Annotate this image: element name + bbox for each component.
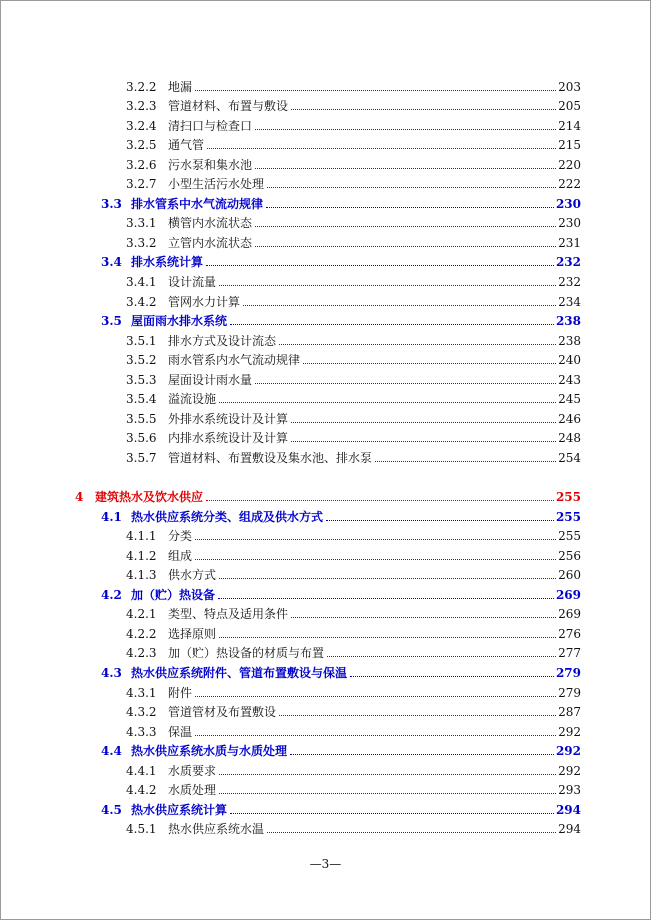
toc-entry-page: 238 [558,333,581,348]
toc-entry-page: 238 [555,314,581,329]
toc-entry-page: 248 [558,431,581,446]
toc-entry-number: 3.2.2 [126,79,157,94]
toc-entry-subsection[interactable] [73,328,581,348]
toc-entry-section[interactable] [73,191,581,211]
toc-entry-subsection[interactable] [73,133,581,153]
dot-leader [327,656,556,657]
dot-leader [195,539,556,540]
toc-entry-page: 294 [558,822,581,837]
toc-entry-page: 292 [558,763,581,778]
toc-entry-subsection[interactable] [73,680,581,700]
toc-entry-page: 277 [558,646,581,661]
toc-entry-number: 4.1.1 [126,529,157,544]
toc-entry-title: 清扫口与检查口 [168,118,253,133]
toc-entry-title: 热水供应系统水温 [168,822,265,837]
toc-entry-page: 240 [558,353,581,368]
toc-entry-page: 246 [558,411,581,426]
toc-entry-number: 4.4.1 [126,763,157,778]
toc-entry-page: 222 [558,177,581,192]
toc-entry-page: 255 [558,529,581,544]
toc-entry-page: 205 [558,99,581,114]
toc-entry-number: 3.2.7 [126,177,157,192]
toc-entry-number: 3.2.3 [126,99,157,114]
dot-leader [219,793,556,794]
dot-leader [255,168,556,169]
toc-entry-title: 小型生活污水处理 [168,177,265,192]
toc-entry-number: 3.5.5 [126,411,157,426]
toc-entry-subsection[interactable] [73,602,581,622]
toc-entry-subsection[interactable] [73,700,581,720]
toc-entry-title: 热水供应系统水质与水质处理 [131,744,288,759]
toc-entry-page: 256 [558,548,581,563]
dot-leader [243,305,556,306]
toc-entry-page: 255 [555,490,581,505]
toc-entry-page: 234 [558,294,581,309]
toc-entry-number: 3.5.7 [126,450,157,465]
toc-entry-title: 排水系统计算 [131,255,204,270]
table-of-contents [73,74,581,836]
toc-entry-page: 292 [555,744,581,759]
toc-entry-number: 3.2.6 [126,157,157,172]
toc-entry-number: 3.5.2 [126,353,157,368]
toc-entry-number: 3.3.1 [126,216,157,231]
toc-entry-number: 4.2 [101,587,122,602]
toc-entry-page: 276 [558,626,581,641]
toc-entry-page: 254 [558,450,581,465]
dot-leader [206,500,554,501]
toc-entry-title: 热水供应系统附件、管道布置敷设与保温 [131,665,348,680]
toc-entry-number: 3.5 [101,314,122,329]
toc-entry-title: 水质处理 [168,783,217,798]
toc-entry-section[interactable] [73,660,581,680]
toc-entry-page: 255 [555,509,581,524]
toc-entry-subsection[interactable] [73,641,581,661]
toc-entry-subsection[interactable] [73,387,581,407]
dot-leader [326,520,554,521]
dot-leader [290,754,554,755]
toc-entry-number: 4.1.2 [126,548,157,563]
dot-leader [230,813,554,814]
toc-entry-title: 管道材料、布置与敷设 [168,99,289,114]
toc-entry-title: 管道材料、布置敷设及集水池、排水泵 [168,450,373,465]
dot-leader [267,832,556,833]
toc-entry-title: 溢流设施 [168,392,217,407]
toc-entry-title: 建筑热水及饮水供应 [95,490,204,505]
toc-entry-number: 4.3.1 [126,685,157,700]
toc-entry-number: 4.4.2 [126,783,157,798]
toc-entry-page: 279 [558,685,581,700]
toc-entry-section[interactable] [73,582,581,602]
toc-entry-subsection[interactable] [73,367,581,387]
toc-entry-page: 231 [558,235,581,250]
dot-leader [255,129,556,130]
dot-leader [195,559,556,560]
toc-entry-number: 4.4 [101,744,122,759]
toc-entry-page: 292 [558,724,581,739]
toc-entry-section[interactable] [73,250,581,270]
dot-leader [291,422,556,423]
toc-entry-number: 4.3.3 [126,724,157,739]
toc-entry-title: 组成 [168,548,193,563]
toc-entry-title: 热水供应系统分类、组成及供水方式 [131,509,324,524]
dot-leader [255,383,556,384]
toc-entry-title: 雨水管系内水气流动规律 [168,353,301,368]
toc-entry-title: 外排水系统设计及计算 [168,411,289,426]
dot-leader [219,402,556,403]
toc-entry-page: 220 [558,157,581,172]
toc-entry-subsection[interactable] [73,172,581,192]
toc-entry-title: 保温 [168,724,193,739]
dot-leader [267,187,556,188]
toc-entry-page: 287 [558,705,581,720]
toc-entry-section[interactable] [73,309,581,329]
dot-leader [230,324,554,325]
toc-block-chapter-4 [73,484,581,836]
toc-entry-subsection[interactable] [73,817,581,837]
toc-entry-subsection[interactable] [73,758,581,778]
toc-entry-number: 3.5.1 [126,333,157,348]
dot-leader [291,109,556,110]
toc-entry-subsection[interactable] [73,230,581,250]
toc-entry-section[interactable] [73,739,581,759]
toc-entry-title: 立管内水流状态 [168,235,253,250]
toc-entry-subsection[interactable] [73,348,581,368]
dot-leader [255,226,556,227]
dot-leader [255,246,556,247]
toc-entry-title: 排水管系中水气流动规律 [131,196,264,211]
toc-entry-number: 4.1 [101,509,122,524]
toc-entry-title: 热水供应系统计算 [131,802,228,817]
toc-entry-number: 4.5.1 [126,822,157,837]
toc-entry-page: 279 [555,665,581,680]
toc-entry-page: 215 [558,138,581,153]
toc-entry-title: 管网水力计算 [168,294,241,309]
dot-leader [303,363,556,364]
dot-leader [195,735,556,736]
toc-entry-section[interactable] [73,797,581,817]
toc-entry-page: 269 [558,607,581,622]
dot-leader [219,774,556,775]
toc-entry-number: 3.5.3 [126,372,157,387]
toc-entry-title: 分类 [168,529,193,544]
toc-entry-page: 230 [555,196,581,211]
toc-entry-subsection[interactable] [73,406,581,426]
toc-entry-page: 243 [558,372,581,387]
toc-entry-subsection[interactable] [73,524,581,544]
toc-entry-page: 245 [558,392,581,407]
toc-entry-number: 4.2.3 [126,646,157,661]
toc-entry-number: 4.3 [101,665,122,680]
toc-entry-number: 4.1.3 [126,568,157,583]
dot-leader [266,207,554,208]
toc-entry-title: 排水方式及设计流态 [168,333,277,348]
dot-leader [279,344,556,345]
toc-entry-title: 屋面设计雨水量 [168,372,253,387]
toc-entry-page: 232 [555,255,581,270]
toc-entry-number: 4 [75,490,84,505]
toc-entry-subsection[interactable] [73,211,581,231]
toc-entry-subsection[interactable] [73,269,581,289]
toc-entry-number: 4.2.1 [126,607,157,622]
toc-entry-subsection[interactable] [73,563,581,583]
toc-entry-page: 214 [558,118,581,133]
toc-entry-number: 3.5.6 [126,431,157,446]
toc-entry-number: 3.4.1 [126,275,157,290]
toc-entry-title: 屋面雨水排水系统 [131,314,228,329]
toc-spacer [73,465,581,485]
toc-entry-title: 类型、特点及适用条件 [168,607,289,622]
toc-entry-subsection[interactable] [73,74,581,94]
toc-entry-title: 选择原则 [168,626,217,641]
dot-leader [291,441,556,442]
toc-entry-subsection[interactable] [73,152,581,172]
toc-entry-number: 3.3 [101,196,122,211]
toc-entry-number: 3.4 [101,255,122,270]
toc-entry-number: 3.4.2 [126,294,157,309]
toc-entry-title: 通气管 [168,138,205,153]
toc-entry-page: 232 [558,275,581,290]
toc-entry-number: 3.5.4 [126,392,157,407]
toc-entry-title: 污水泵和集水池 [168,157,253,172]
toc-entry-page: 203 [558,79,581,94]
toc-entry-title: 横管内水流状态 [168,216,253,231]
toc-entry-title: 设计流量 [168,275,217,290]
toc-entry-number: 3.3.2 [126,235,157,250]
toc-entry-subsection[interactable] [73,778,581,798]
dot-leader [206,265,554,266]
toc-entry-subsection[interactable] [73,113,581,133]
dot-leader [350,676,554,677]
toc-entry-number: 4.3.2 [126,705,157,720]
toc-entry-page: 269 [555,587,581,602]
toc-entry-number: 3.2.4 [126,118,157,133]
toc-entry-title: 加（贮）热设备的材质与布置 [168,646,325,661]
page-number: —3— [309,857,342,871]
toc-entry-title: 供水方式 [168,568,217,583]
toc-entry-page: 230 [558,216,581,231]
toc-entry-section[interactable] [73,504,581,524]
dot-leader [375,461,556,462]
toc-entry-subsection[interactable] [73,621,581,641]
toc-block-chapter-3 [73,74,581,465]
toc-entry-subsection[interactable] [73,289,581,309]
toc-entry-subsection[interactable] [73,445,581,465]
dot-leader [291,617,556,618]
toc-entry-number: 4.5 [101,802,122,817]
toc-entry-number: 3.2.5 [126,138,157,153]
dot-leader [219,578,556,579]
toc-entry-number: 4.2.2 [126,626,157,641]
toc-entry-page: 293 [558,783,581,798]
toc-entry-subsection[interactable] [73,426,581,446]
dot-leader [195,90,556,91]
toc-entry-subsection[interactable] [73,543,581,563]
dot-leader [207,148,556,149]
toc-entry-page: 260 [558,568,581,583]
toc-entry-chapter[interactable] [73,484,581,504]
dot-leader [195,696,556,697]
toc-entry-title: 附件 [168,685,193,700]
dot-leader [219,637,556,638]
toc-entry-subsection[interactable] [73,719,581,739]
toc-entry-subsection[interactable] [73,94,581,114]
toc-entry-title: 加（贮）热设备 [131,587,216,602]
dot-leader [219,285,556,286]
toc-entry-title: 管道管材及布置敷设 [168,705,277,720]
toc-entry-title: 地漏 [168,79,193,94]
toc-entry-title: 水质要求 [168,763,217,778]
dot-leader [279,715,556,716]
dot-leader [218,598,554,599]
toc-entry-page: 294 [555,802,581,817]
toc-entry-title: 内排水系统设计及计算 [168,431,289,446]
